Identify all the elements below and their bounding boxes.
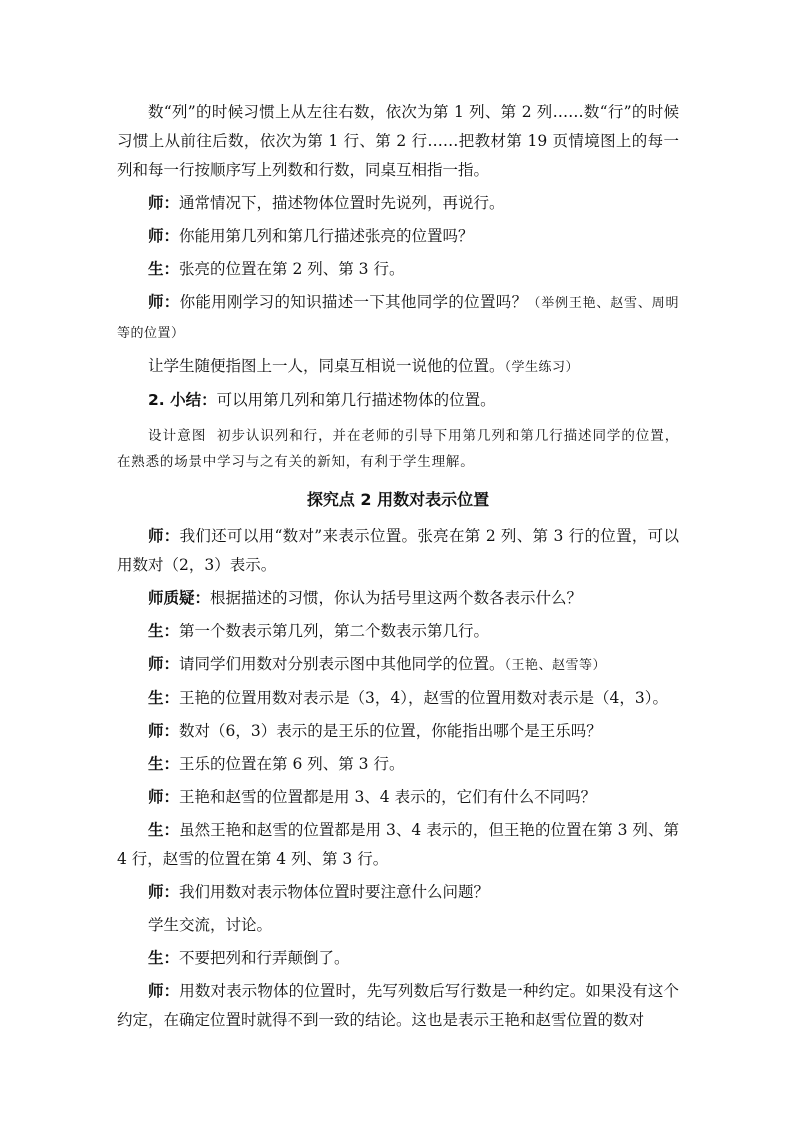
dialogue-line [117,522,679,580]
dialogue-line [117,650,679,680]
dialogue-line [117,944,679,973]
dialogue-text: 我们用数对表示物体位置时要注意什么问题？ [179,883,490,901]
dialogue-line [117,189,679,218]
dialogue-line [117,288,679,348]
dialogue-text: 王艳的位置用数对表示是（3，4），赵雪的位置用数对表示是（4，3）。 [179,689,668,707]
speaker-label: 师： [148,293,180,311]
speaker-label: 师： [148,527,180,545]
design-intent-text: 初步认识列和行，并在老师的引导下用第几列和第几行描述同学的位置，在熟悉的场景中学习与之有关的新知，有利于学生理解。 [117,428,679,470]
speaker-label: 师： [148,655,180,673]
design-intent [117,423,679,475]
dialogue-text: 不要把列和行弄颠倒了。 [179,949,350,967]
dialogue-line [117,255,679,284]
summary-line [117,386,679,415]
dialogue-text: 王乐的位置在第 6 列、第 3 行。 [179,755,405,773]
dialogue-text: 用数对表示物体的位置时，先写列数后写行数是一种约定。如果没有这个约定，在确定位置时就得不到一致的结论。这也是表示王艳和赵雪位置的数对 [117,982,679,1029]
section-heading: 探究点 2 用数对表示位置 [306,490,490,509]
dialogue-text: 虽然王艳和赵雪的位置都是用 3、4 表示的，但王艳的位置在第 3 列、第 4 行，赵雪的位置在第 4 列、第 3 行。 [117,821,679,868]
intro-paragraph: 数“列”的时候习惯上从左往右数，依次为第 1 列、第 2 列……数“行”的时候习惯上从前往后数，依次为第 1 行、第 2 行……把教材第 19 页情境图上的每一列和每一行按顺序写上列数和行数，同桌互相指一指。 [117,103,679,179]
dialogue-line [117,878,679,907]
speaker-label: 生： [148,821,180,839]
dialogue-line [117,222,679,251]
instruction-text: 让学生随便指图上一人，同桌互相说一说他的位置。 [148,357,505,375]
instruction-text: 学生交流，讨论。 [148,916,273,934]
dialogue-line [117,717,679,746]
instruction-note: （学生练习） [504,360,580,375]
speaker-label: 师质疑： [148,589,211,607]
design-intent-label: 设计意图 [148,428,207,444]
speaker-label: 师： [148,194,180,212]
dialogue-text: 通常情况下，描述物体位置时先说列，再说行。 [179,194,505,212]
speaker-label: 生： [148,622,180,640]
dialogue-text: 王艳和赵雪的位置都是用 3、4 表示的，它们有什么不同吗？ [179,788,597,806]
dialogue-line [117,977,679,1035]
speaker-label: 师： [148,722,180,740]
lesson-document [117,98,679,1035]
instruction-line [117,352,679,382]
summary-text: 可以用第几列和第几行描述物体的位置。 [216,391,496,409]
speaker-label: 生： [148,260,180,278]
dialogue-text: 请同学们用数对分别表示图中其他同学的位置。 [179,655,505,673]
instruction-line [117,911,679,940]
speaker-label: 生： [148,689,180,707]
dialogue-text: 第一个数表示第几列，第二个数表示第几行。 [179,622,490,640]
speaker-label: 师： [148,982,180,1000]
dialogue-line [117,750,679,779]
dialogue-note: （举例王艳、赵雪、周明等的位置） [117,296,679,341]
dialogue-text: 我们还可以用“数对”来表示位置。张亮在第 2 列、第 3 行的位置，可以用数对（2，3）表示。 [117,527,679,574]
dialogue-line [117,584,679,613]
dialogue-line [117,783,679,812]
dialogue-line [117,617,679,646]
speaker-label: 生： [148,755,180,773]
speaker-label: 师： [148,227,180,245]
dialogue-text: 张亮的位置在第 2 列、第 3 行。 [179,260,405,278]
dialogue-note: （王艳、赵雪等） [504,658,607,673]
dialogue-text: 你能用第几列和第几行描述张亮的位置吗？ [179,227,474,245]
dialogue-text: 根据描述的习惯，你认为括号里这两个数各表示什么？ [210,589,583,607]
dialogue-text: 数对（6，3）表示的是王乐的位置，你能指出哪个是王乐吗？ [179,722,602,740]
speaker-label: 师： [148,883,180,901]
summary-label: 2. 小结： [148,391,217,409]
speaker-label: 师： [148,788,180,806]
speaker-label: 生： [148,949,180,967]
dialogue-text: 你能用刚学习的知识描述一下其他同学的位置吗？ [179,293,528,311]
dialogue-line [117,816,679,874]
dialogue-line [117,684,679,713]
